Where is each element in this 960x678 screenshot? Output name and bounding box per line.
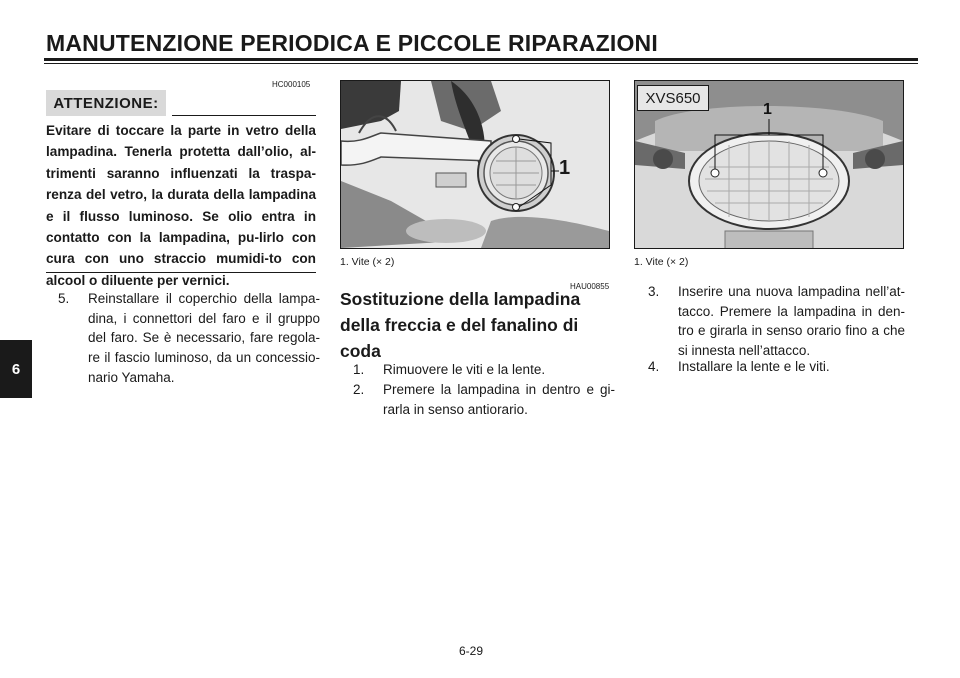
step-item bbox=[648, 357, 905, 377]
page-number: 6-29 bbox=[459, 644, 484, 658]
figure-caption: 1. Vite (× 2) bbox=[634, 256, 689, 268]
step-number: 1. bbox=[353, 362, 365, 377]
reference-code: HAU00855 bbox=[570, 282, 610, 291]
step-text: Reinstallare il coperchio della lampa-dina, i connettori del faro e il gruppo del faro. Se è necessario, fare regola-re il fascio luminoso, da un concessio-nario Yamaha. bbox=[88, 291, 320, 385]
caution-rule-top bbox=[172, 115, 316, 116]
step-number: 5. bbox=[58, 291, 70, 306]
figure-tail-light bbox=[634, 80, 904, 249]
figure-label: XVS650 bbox=[637, 85, 709, 111]
caution-rule-bottom bbox=[46, 272, 316, 273]
header-rule-thin bbox=[44, 63, 918, 64]
caution-text: Evitare di toccare la parte in vetro della lampadina. Tenerla protetta dall’olio, al-trimenti saranno influenzati la traspa-renza del vetro, la durata della lampadina e il flusso luminoso. Se olio entra in contatto con la lampadina, pu-lirlo con cura con uno straccio mumidi-to con alcool o diluente per vernici. bbox=[46, 123, 316, 288]
figure-turn-signal bbox=[340, 80, 610, 249]
step-text: Installare la lente e le viti. bbox=[678, 359, 830, 374]
header-rule bbox=[44, 58, 918, 61]
step-item bbox=[353, 360, 615, 380]
figure-callout: 1 bbox=[559, 157, 571, 179]
step-item bbox=[648, 282, 905, 361]
step-number: 2. bbox=[353, 382, 365, 397]
step-text: Premere la lampadina in dentro e gi-rarla in senso antiorario. bbox=[383, 382, 615, 417]
section-title: Sostituzione della lampadina della freccia e del fanalino di coda bbox=[340, 289, 581, 361]
step-number: 3. bbox=[648, 284, 660, 299]
step-number: 4. bbox=[648, 359, 660, 374]
step-text: Inserire una nuova lampadina nell’at-tacco. Premere la lampadina in den-tro e girarla in senso orario fino a che si innesta nell’attacco. bbox=[678, 284, 905, 359]
step-item bbox=[58, 289, 320, 388]
reference-code: HC000105 bbox=[272, 80, 311, 89]
step-item bbox=[353, 380, 615, 419]
step-text: Rimuovere le viti e la lente. bbox=[383, 362, 546, 377]
chapter-tab: 6 bbox=[0, 340, 32, 398]
figure-caption: 1. Vite (× 2) bbox=[340, 256, 395, 268]
page-title: MANUTENZIONE PERIODICA E PICCOLE RIPARAZIONI bbox=[46, 30, 658, 56]
figure-callout: 1 bbox=[763, 101, 772, 118]
caution-label: ATTENZIONE: bbox=[46, 90, 166, 116]
